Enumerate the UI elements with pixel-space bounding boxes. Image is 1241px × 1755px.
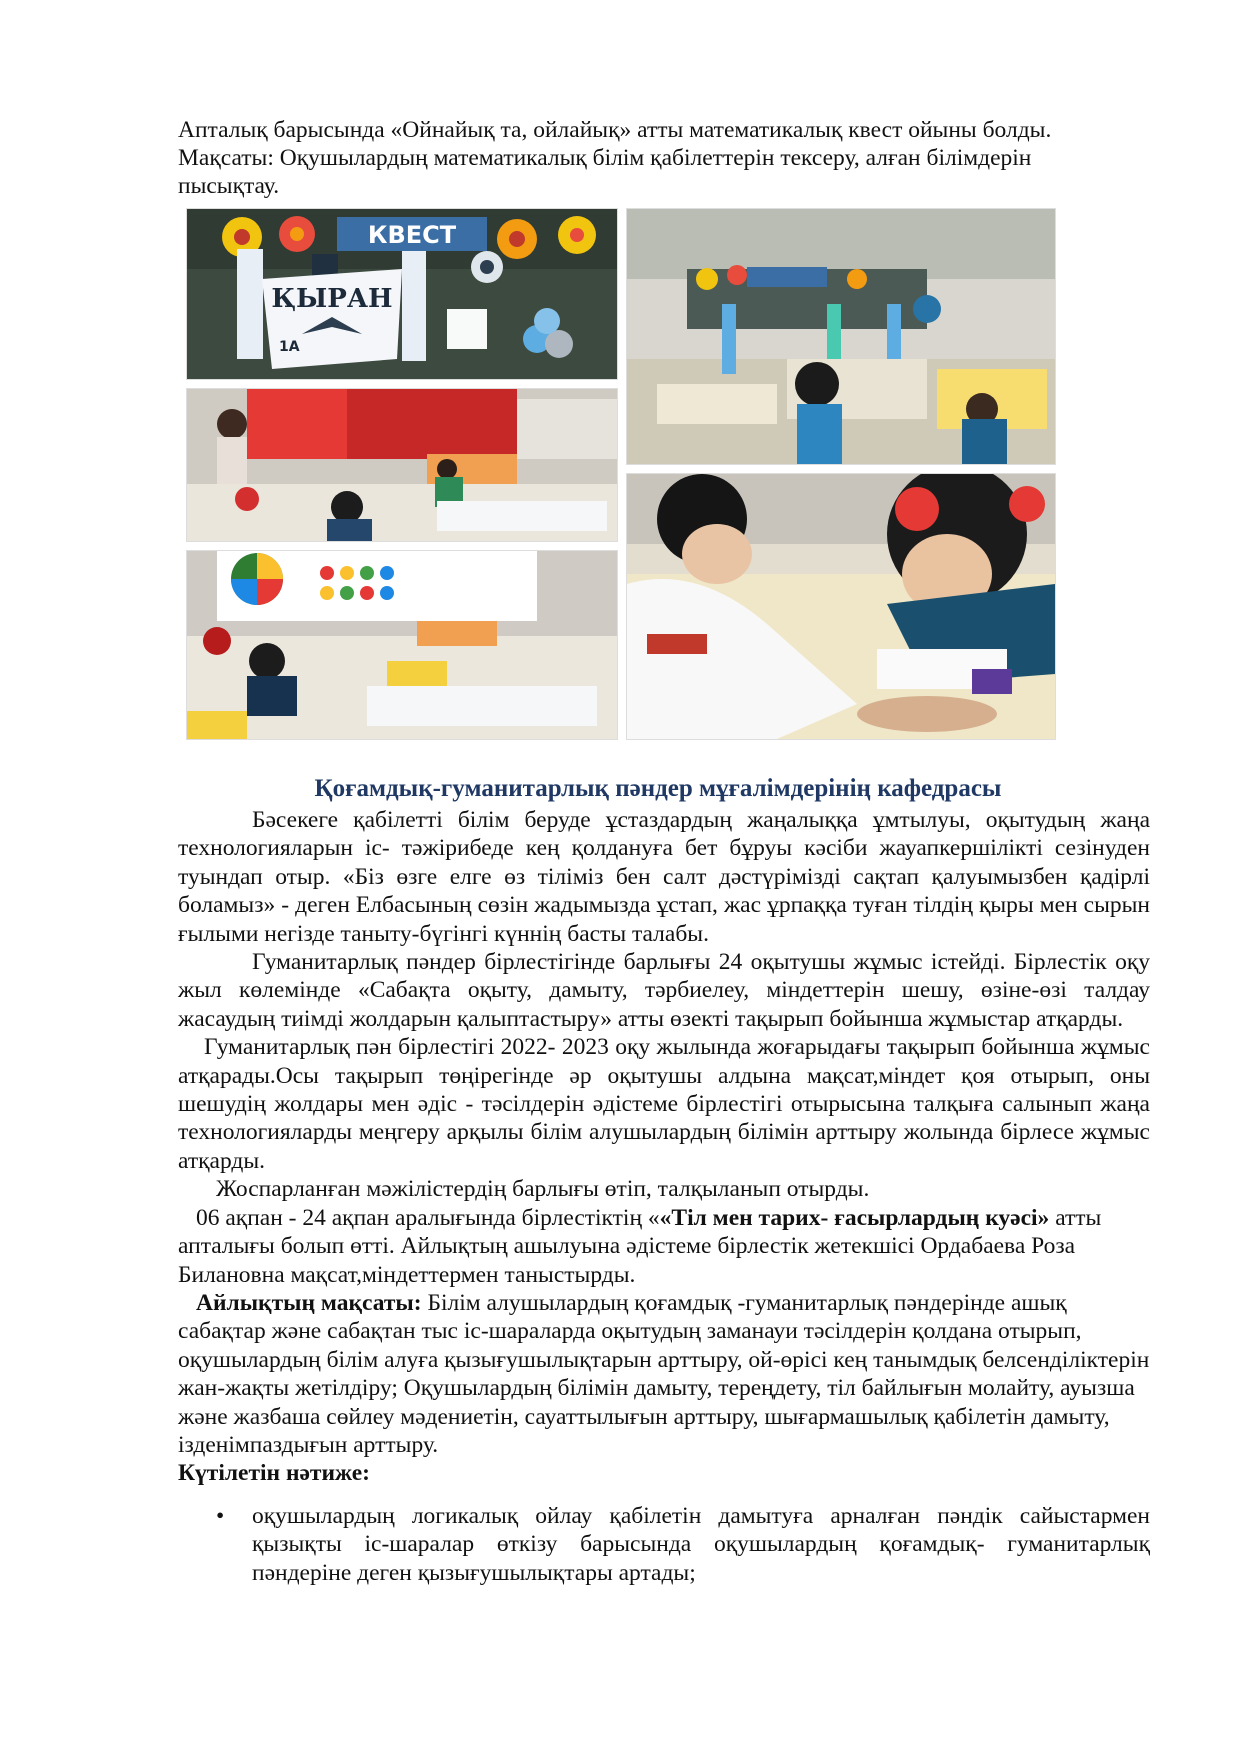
intro-line-1: Апталық барысында «Ойнайық та, ойлайық» атты математикалық квест ойыны болды. — [178, 117, 1052, 143]
svg-text:1А: 1А — [279, 339, 300, 355]
photo-wheel-game — [186, 550, 618, 740]
photo-classroom-stage — [626, 208, 1056, 465]
photo-teacher-screen — [186, 388, 618, 542]
intro-paragraph — [178, 116, 1138, 200]
goal-text: Білім алушылардың қоғамдық -гуманитарлық пәндерінде ашық сабақтар және сабақтан тыс іс-шараларда оқытудың заманауи тәсілдерін қолдана отырып, оқушылардың білім алуға қызығушылықтарын арттыру, ой-өрісі кең танымдық белсенділіктерін жан-жақты жетілдіру; Оқушылардың білімін дамыту, тереңдету, тіл байлығын молайту, ауызша және жазбаша сөйлеу мәдениетін, сауаттылығын арттыру, шығармашылық қабілетін дамыту, ізденімпаздығын арттыру. — [178, 1289, 1150, 1458]
goal-label: Айлықтың мақсаты: — [196, 1289, 422, 1316]
paragraph-5 — [178, 1204, 1150, 1289]
bullet-icon: • — [216, 1502, 225, 1529]
results-heading — [178, 1459, 1150, 1487]
svg-text:ҚЫРАН: ҚЫРАН — [271, 284, 393, 314]
paragraph-6 — [178, 1289, 1150, 1459]
event-title: «Тіл мен тарих- ғасырлардың куәсі» — [659, 1204, 1050, 1231]
photo-collage — [186, 208, 1068, 738]
paragraph-3: Гуманитарлық пән бірлестігі 2022- 2023 оқу жылында жоғарыдағы тақырып бойынша жұмыс атқарады.Осы тақырып төңірегінде әр оқытушы алдына мақсат,міндет қоя отырып, оны шешудің жолдары мен әдіс - тәсілдерін әдістеме бірлестігі отырысына талқыға салынып жаңа технологияларды меңгеру арқылы білім алушылардың білімін арттыру жолында бірлесе жұмыс атқарды. — [178, 1034, 1150, 1174]
paragraph-1: Бәсекеге қабілетті білім беруде ұстаздардың жаңалыққа ұмтылуы, оқытудың жаңа технологияларын іс- тәжірибеде кең қолдануға бет бұруы кәсіби жауапкершілікті сезінуден туындап отыр. «Біз өзге елге өз тіліміз бен салт дәстүрімізді сақтап қалуымызбен қадірлі боламыз» - деген Елбасының сөзін жадымызда ұстап, жас ұрпаққа туған тілдің қыры мен сырын ғылыми негізде таныту-бүгінгі күннің басты талабы. — [178, 807, 1150, 947]
paragraph-4: Жоспарланған мәжілістердің барлығы өтіп, талқыланып отырды. — [216, 1176, 870, 1203]
intro-line-2: Мақсаты: Оқушылардың математикалық білім қабілеттерін тексеру, алған білімдерін пысықтау. — [178, 145, 1032, 199]
photo-writing-closeup — [626, 473, 1056, 740]
list-item — [178, 1502, 1150, 1587]
paragraph-2: Гуманитарлық пәндер бірлестігінде барлығы 24 оқытушы жұмыс істейді. Бірлестік оқу жыл көлемінде «Сабақта оқыту, дамыту, тәрбиелеу, міндеттерін шешу, өзіне-өзі талдау жасаудың тиімді жолдарын қалыптастыру» атты өзекті тақырып бойынша жұмыстар атқарды. — [178, 949, 1150, 1032]
photo-quest-banner — [186, 208, 618, 380]
section-heading: Қоғамдық-гуманитарлық пәндер мұғалімдерінің кафедрасы — [314, 775, 1002, 802]
list-item-text: оқушылардың логикалық ойлау қабілетін дамытуға арналған пәндік сайыстармен қызықты іс-шаралар өткізу барысында оқушылардың қоғамдық- гуманитарлық пәндеріне деген қызығушылықтары артады; — [252, 1502, 1150, 1586]
section-body — [178, 806, 1150, 1587]
svg-text:КВЕСТ: КВЕСТ — [367, 221, 457, 249]
results-heading-text: Күтілетін нәтиже: — [178, 1460, 371, 1487]
paragraph-5-rest: атты апталығы болып өтті. Айлықтың ашылуына әдістеме бірлестік жетекшісі Ордабаева Роза Билановна мақсат,міндеттермен таныстырды. — [178, 1204, 1102, 1288]
paragraph-5-text: 06 ақпан - 24 ақпан аралығында бірлестіктің « — [196, 1204, 660, 1231]
